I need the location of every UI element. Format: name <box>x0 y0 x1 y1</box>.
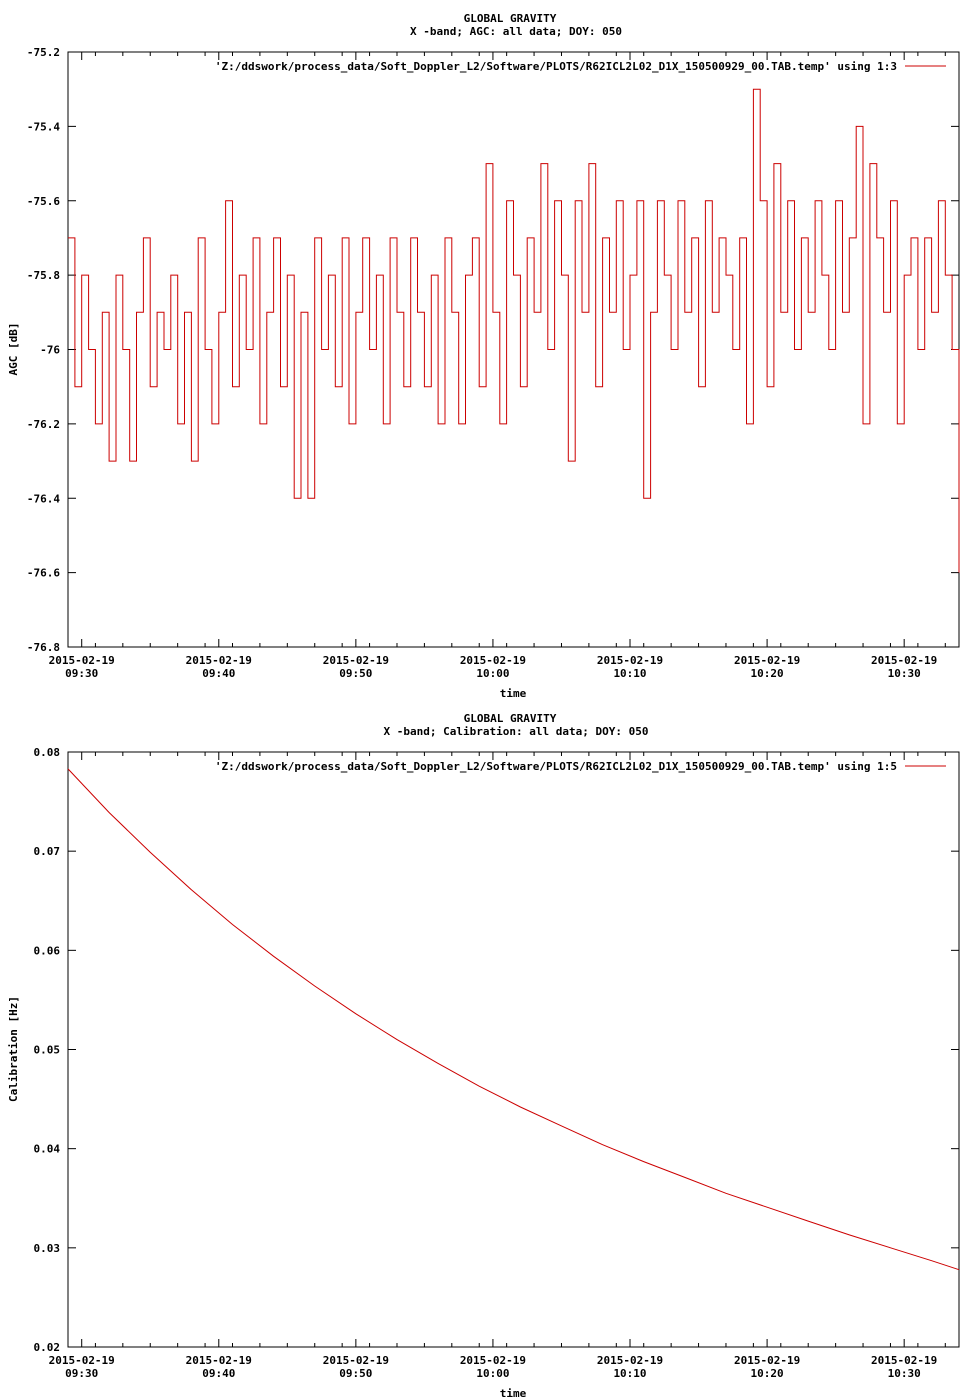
y-tick-label: -75.8 <box>26 269 60 283</box>
x-tick-label-date: 2015-02-19 <box>322 1354 389 1367</box>
plot-frame <box>68 52 959 647</box>
x-tick-label-time: 10:10 <box>613 667 647 680</box>
x-tick-label-time: 10:30 <box>887 667 921 680</box>
y-tick-label: -75.4 <box>26 120 60 134</box>
x-tick-label-time: 10:30 <box>887 1367 921 1380</box>
y-tick-label: -75.6 <box>26 194 60 208</box>
x-tick-label-date: 2015-02-19 <box>48 1354 115 1367</box>
chart-title: GLOBAL GRAVITY <box>463 12 557 25</box>
x-tick-label-date: 2015-02-19 <box>871 654 938 667</box>
y-tick-label: -76.2 <box>26 417 60 431</box>
x-tick-label-time: 10:00 <box>476 667 510 680</box>
y-tick-label: 0.06 <box>33 944 60 958</box>
x-tick-label-date: 2015-02-19 <box>322 654 389 667</box>
legend-label: 'Z:/ddswork/process_data/Soft_Doppler_L2/Software/PLOTS/R62ICL2L02_D1X_150500929_00.TAB.temp' using 1:5 <box>214 760 897 773</box>
y-tick-label: -76.8 <box>26 641 60 654</box>
y-tick-label: 0.02 <box>33 1341 60 1354</box>
y-tick-label: 0.08 <box>33 746 60 759</box>
y-tick-label: 0.03 <box>33 1241 60 1255</box>
x-tick-label-date: 2015-02-19 <box>733 1354 801 1367</box>
y-tick-label: 0.04 <box>33 1142 60 1156</box>
x-tick-label-date: 2015-02-19 <box>733 654 801 667</box>
y-tick-label: 0.07 <box>33 845 60 859</box>
x-axis-label: time <box>499 687 527 700</box>
y-tick-label: -76 <box>40 343 60 357</box>
x-tick-label-date: 2015-02-19 <box>185 654 252 667</box>
calibration-panel <box>7 712 959 1400</box>
y-tick-label: -76.4 <box>26 492 60 506</box>
x-tick-label-date: 2015-02-19 <box>871 1354 938 1367</box>
x-tick-label-time: 10:10 <box>613 1367 647 1380</box>
x-tick-label-time: 09:50 <box>339 667 373 680</box>
x-tick-label-time: 09:30 <box>65 1367 99 1380</box>
chart-title: GLOBAL GRAVITY <box>463 712 557 725</box>
y-axis <box>34 746 960 1354</box>
x-axis <box>49 52 946 680</box>
series-line <box>68 89 959 572</box>
x-tick-label-date: 2015-02-19 <box>596 1354 664 1367</box>
plot-frame <box>68 752 959 1347</box>
x-tick-label-time: 09:40 <box>202 667 236 680</box>
y-tick-label: 0.05 <box>33 1043 60 1057</box>
y-axis-label: AGC [dB] <box>7 322 20 376</box>
x-tick-label-time: 10:20 <box>750 1367 784 1380</box>
x-tick-label-time: 09:50 <box>339 1367 373 1380</box>
y-tick-label: -76.6 <box>26 566 60 580</box>
y-axis-label: Calibration [Hz] <box>7 996 20 1102</box>
x-tick-label-time: 09:30 <box>65 667 99 680</box>
x-tick-label-time: 10:00 <box>476 1367 510 1380</box>
x-tick-label-date: 2015-02-19 <box>459 1354 527 1367</box>
x-tick-label-date: 2015-02-19 <box>596 654 664 667</box>
x-tick-label-time: 10:20 <box>750 667 784 680</box>
x-axis-label: time <box>499 1387 527 1400</box>
x-tick-label-date: 2015-02-19 <box>459 654 527 667</box>
agc-panel <box>7 12 959 700</box>
x-axis <box>49 752 946 1380</box>
series-group <box>68 769 959 1270</box>
series-line <box>68 769 959 1270</box>
series-group <box>68 89 959 572</box>
x-tick-label-date: 2015-02-19 <box>48 654 115 667</box>
legend-label: 'Z:/ddswork/process_data/Soft_Doppler_L2/Software/PLOTS/R62ICL2L02_D1X_150500929_00.TAB.temp' using 1:3 <box>214 60 897 73</box>
chart-subtitle: X -band; Calibration: all data; DOY: 050 <box>383 725 649 738</box>
chart-subtitle: X -band; AGC: all data; DOY: 050 <box>410 25 622 38</box>
x-tick-label-time: 09:40 <box>202 1367 236 1380</box>
x-tick-label-date: 2015-02-19 <box>185 1354 252 1367</box>
y-tick-label: -75.2 <box>26 46 60 59</box>
